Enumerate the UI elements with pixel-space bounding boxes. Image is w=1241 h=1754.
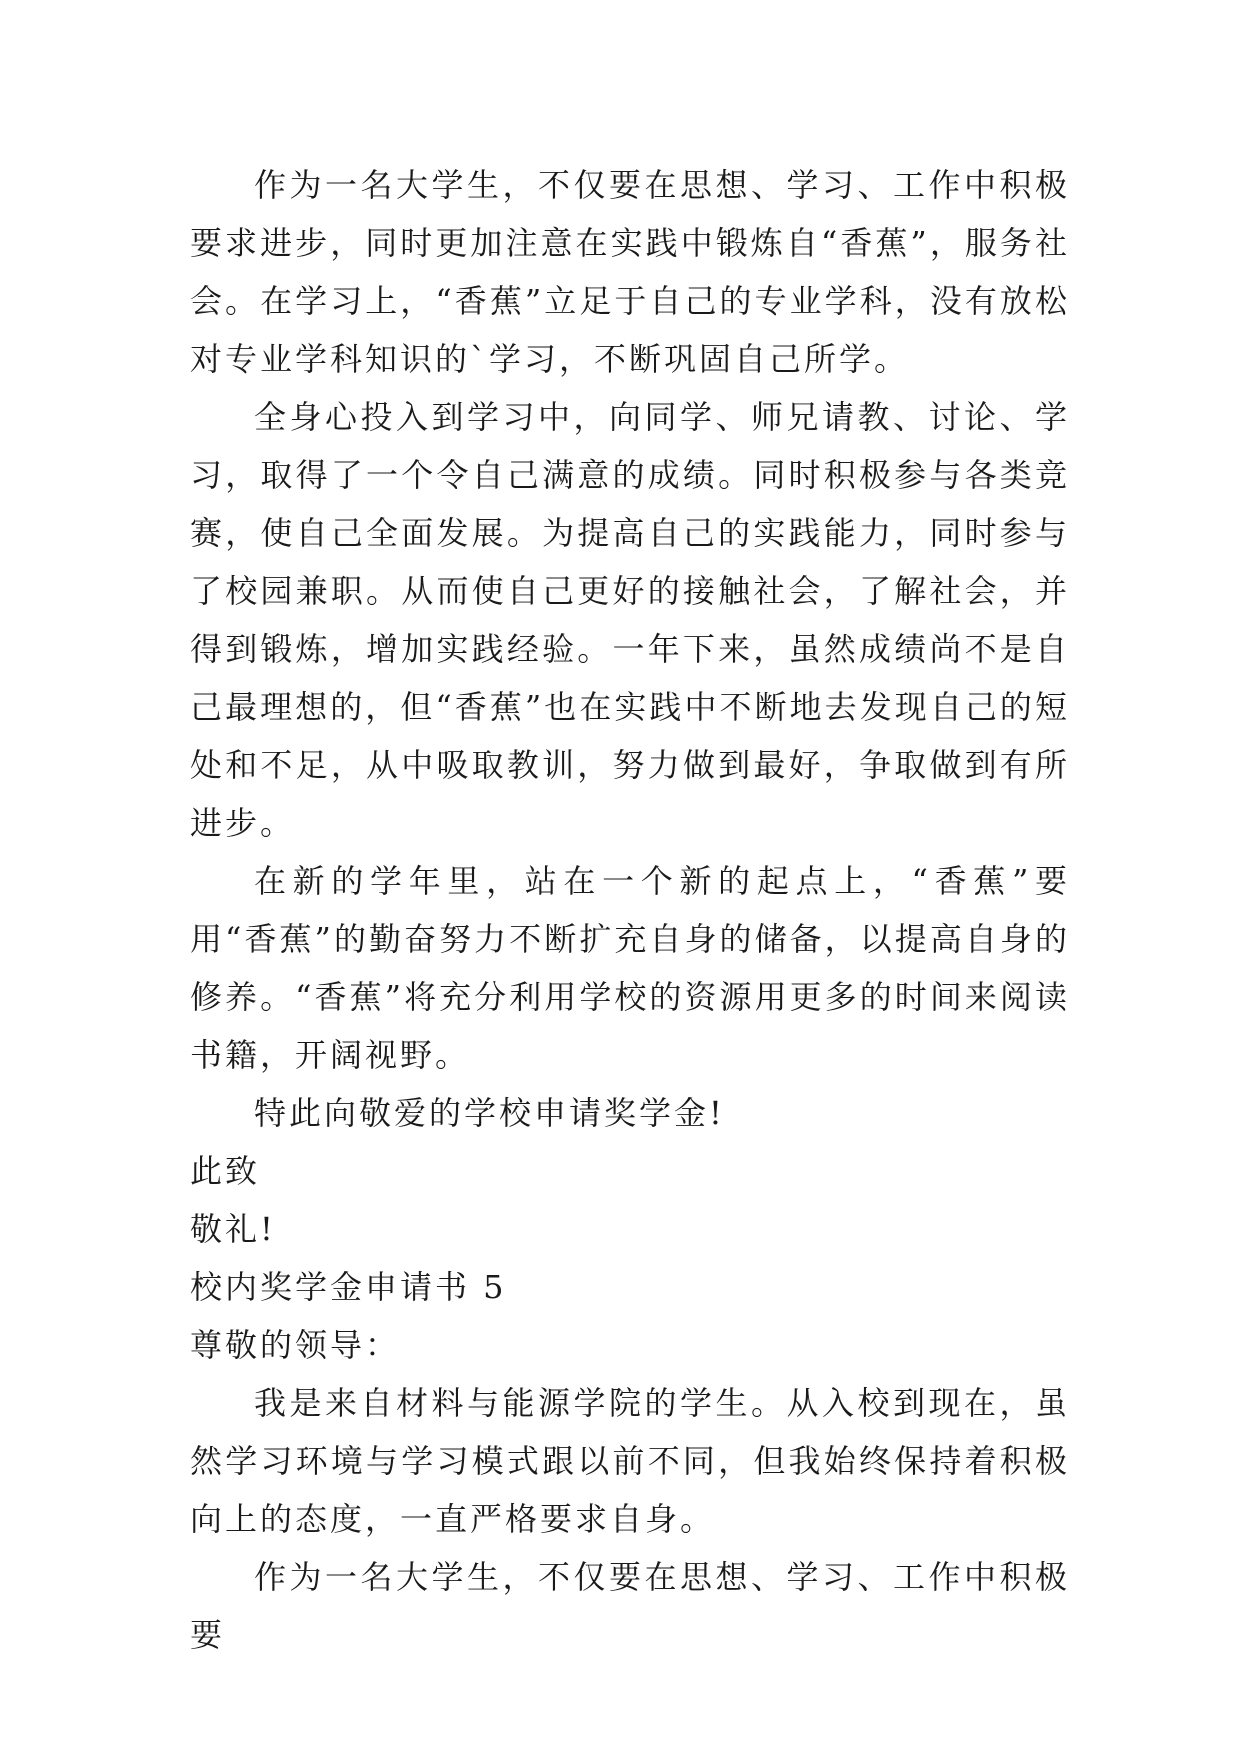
- document-body: [190, 156, 1070, 1664]
- closing-line-2: 敬礼!: [190, 1210, 276, 1248]
- paragraph-6: 作为一名大学生，不仅要在思想、学习、工作中积极要: [190, 1558, 1070, 1654]
- paragraph-5: 我是来自材料与能源学院的学生。从入校到现在，虽然学习环境与学习模式跟以前不同，但我始终保持着积极向上的态度，一直严格要求自身。: [190, 1384, 1070, 1538]
- paragraph-2: 全身心投入到学习中，向同学、师兄请教、讨论、学习，取得了一个令自己满意的成绩。同时积极参与各类竞赛，使自己全面发展。为提高自己的实践能力，同时参与了校园兼职。从而使自己更好的接触社会，了解社会，并得到锻炼，增加实践经验。一年下来，虽然成绩尚不是自己最理想的，但“香蕉”也在实践中不断地去发现自己的短处和不足，从中吸取教训，努力做到最好，争取做到有所进步。: [190, 398, 1070, 842]
- paragraph-1: 作为一名大学生，不仅要在思想、学习、工作中积极要求进步，同时更加注意在实践中锻炼自“香蕉”，服务社会。在学习上，“香蕉”立足于自己的专业学科，没有放松对专业学科知识的`学习，不断巩固自己所学。: [190, 166, 1070, 378]
- section-title: 校内奖学金申请书 5: [190, 1268, 507, 1306]
- salutation: 尊敬的领导：: [190, 1326, 401, 1364]
- paragraph-4: 特此向敬爱的学校申请奖学金!: [254, 1094, 725, 1132]
- paragraph-3: 在新的学年里，站在一个新的起点上，“香蕉”要用“香蕉”的勤奋努力不断扩充自身的储备，以提高自身的修养。“香蕉”将充分利用学校的资源用更多的时间来阅读书籍，开阔视野。: [190, 862, 1070, 1074]
- closing-line-1: 此致: [190, 1152, 261, 1190]
